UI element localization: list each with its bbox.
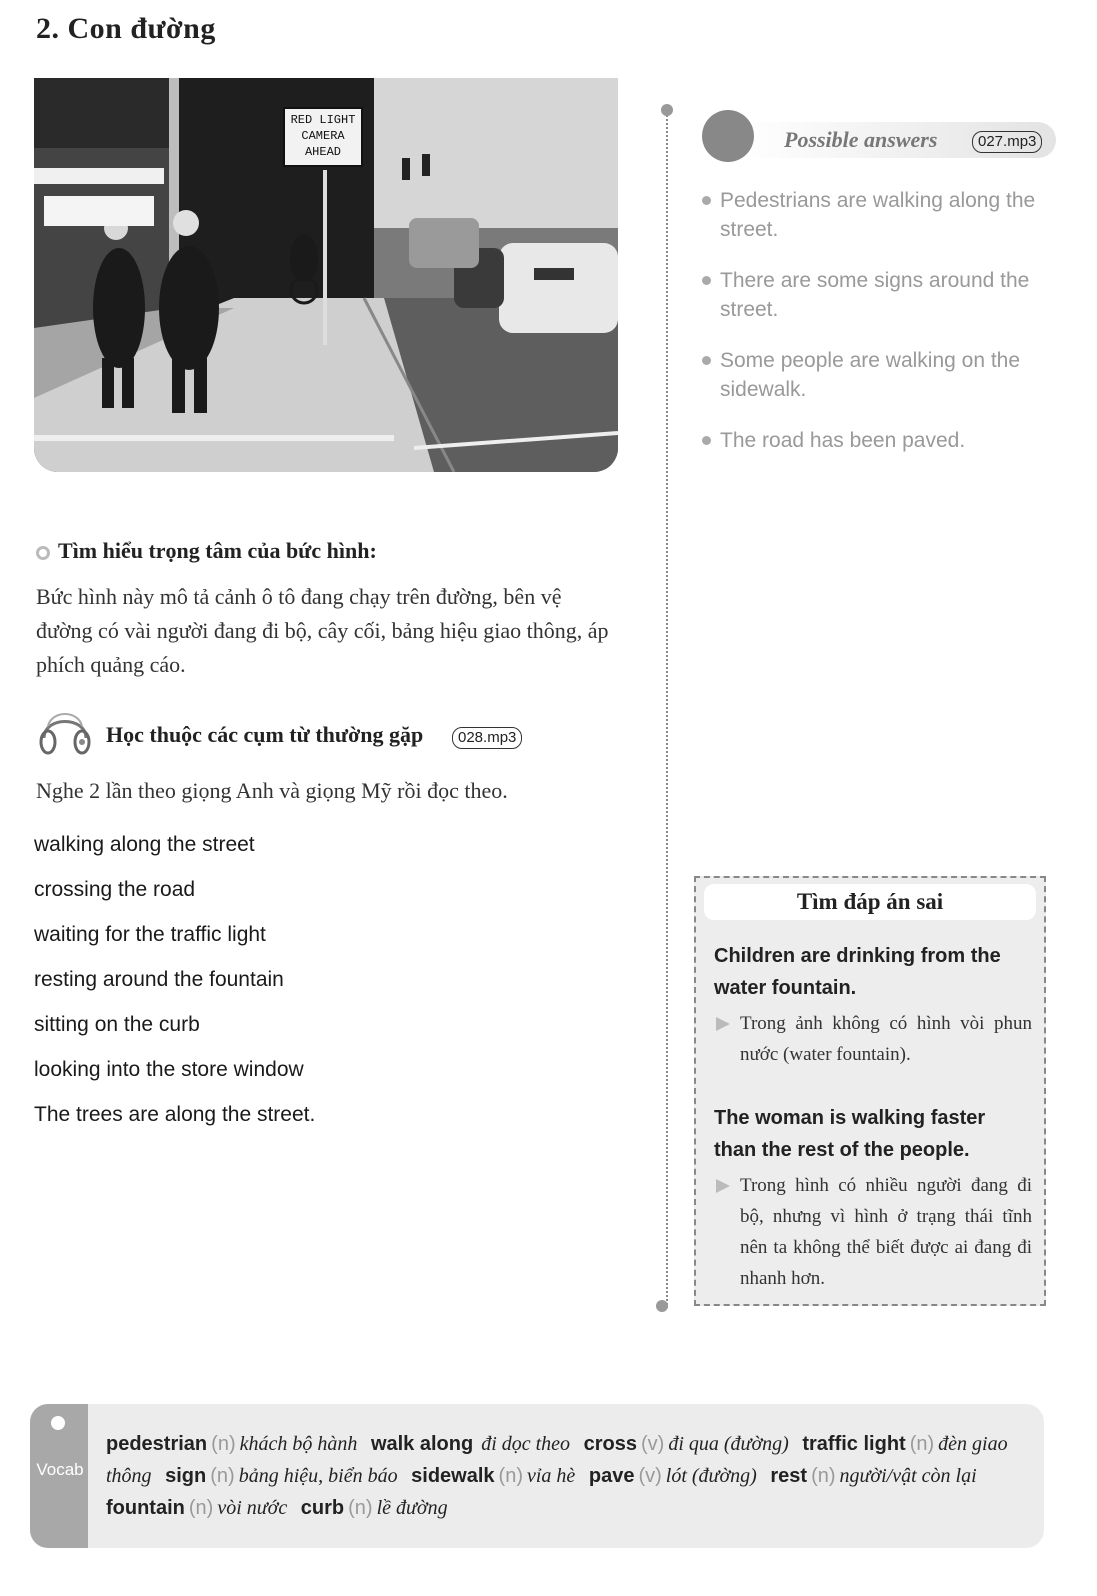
circle-bullet-icon: [36, 546, 50, 560]
vocab-word: sidewalk: [411, 1465, 495, 1487]
vocab-meaning: vòi nước: [217, 1497, 288, 1519]
audio-file-tag[interactable]: 028.mp3: [452, 727, 522, 749]
vocab-pos: (n): [909, 1433, 935, 1455]
answer-item: The road has been paved.: [700, 426, 1060, 455]
vocab-word: fountain: [106, 1497, 185, 1519]
street-photo: [34, 78, 618, 472]
vocab-meaning: bảng hiệu, biển báo: [238, 1465, 398, 1487]
vocab-meaning: lề đường: [376, 1497, 448, 1519]
column-divider: [666, 112, 668, 1308]
vocab-dot-icon: [51, 1416, 65, 1430]
audio-file-tag[interactable]: 027.mp3: [972, 131, 1042, 153]
wrong-explanation-text: Trong hình có nhiều người đang đi bộ, nhưng vì hình ở trạng thái tĩnh nên ta không thể biết được ai đang đi nhanh hơn.: [740, 1175, 1032, 1289]
vocab-meaning: vỉa hè: [526, 1465, 576, 1487]
answers-banner: [700, 110, 1056, 168]
vocab-meaning: người/vật còn lại: [839, 1465, 977, 1487]
vocab-entry: [301, 1497, 456, 1519]
vocab-box: [30, 1404, 1044, 1548]
phrase-item: resting around the fountain: [34, 968, 284, 991]
wrong-answer-title: Tìm đáp án sai: [704, 884, 1036, 920]
wrong-answer-item: [714, 940, 1032, 1070]
focus-heading-text: Tìm hiểu trọng tâm của bức hình:: [58, 538, 377, 563]
arrow-right-icon: [716, 1017, 730, 1031]
vocab-meaning: đèn giao thông: [106, 1433, 1008, 1487]
sign-line: RED LIGHT: [290, 113, 356, 127]
vocab-pos: (n): [211, 1433, 236, 1455]
traffic-sign: [287, 112, 359, 160]
vocab-entry: [106, 1497, 295, 1519]
phrase-item: walking along the street: [34, 833, 255, 856]
wrong-statement: The woman is walking faster than the rest of the people.: [714, 1107, 986, 1161]
vocab-word: walk along: [370, 1433, 474, 1455]
vocab-pos: (n): [498, 1465, 523, 1487]
phrase-item: waiting for the traffic light: [34, 923, 266, 946]
wrong-answer-item: [714, 1102, 1032, 1294]
vocab-word: rest: [770, 1465, 808, 1487]
answer-item: Some people are walking on the sidewalk.: [700, 346, 1060, 404]
arrow-right-icon: [716, 1179, 730, 1193]
section-title: 2. Con đường: [36, 12, 216, 45]
wrong-answer-box: [694, 876, 1046, 1306]
wrong-statement: Children are drinking from the water fountain.: [714, 945, 1001, 999]
vocab-sidebar: [30, 1404, 88, 1548]
answers-title: Possible answers: [784, 127, 938, 152]
focus-description: Bức hình này mô tả cảnh ô tô đang chạy trên đường, bên vệ đường có vài người đang đi bộ, cây cối, bảng hiệu giao thông, áp phích quảng cáo.: [36, 584, 609, 677]
divider-dot-icon: [661, 104, 673, 116]
phrase-item: sitting on the curb: [34, 1013, 200, 1036]
vocab-pos: (n): [210, 1465, 235, 1487]
vocab-entry: [371, 1433, 578, 1455]
wrong-explanation: [714, 1008, 1032, 1070]
vocab-pos: (n): [811, 1465, 836, 1487]
vocab-entry: [770, 1465, 984, 1487]
vocab-meaning: đi dọc theo: [481, 1433, 571, 1455]
vocab-label: Vocab: [36, 1460, 84, 1479]
vocab-word: pave: [588, 1465, 635, 1487]
vocab-meaning: lót (đường): [665, 1465, 757, 1487]
vocab-pos: (n): [188, 1497, 214, 1519]
vocab-word: curb: [300, 1497, 345, 1519]
vocab-word: cross: [583, 1433, 637, 1455]
phrase-item: looking into the store window: [34, 1058, 304, 1081]
vocab-word: traffic light: [802, 1433, 906, 1455]
phrase-list: [34, 830, 315, 1145]
vocab-entry: [106, 1433, 365, 1455]
answer-item: There are some signs around the street.: [700, 266, 1060, 324]
vocab-pos: (v): [641, 1433, 665, 1455]
speaker-face-icon: [702, 110, 754, 162]
phrase-item: The trees are along the street.: [34, 1103, 316, 1126]
vocab-entry: [584, 1433, 797, 1455]
phrases-heading: Học thuộc các cụm từ thường gặp: [106, 722, 424, 747]
answer-item: Pedestrians are walking along the street.: [700, 186, 1060, 244]
phrases-instruction: Nghe 2 lần theo giọng Anh và giọng Mỹ rồi đọc theo.: [36, 778, 508, 803]
sign-line: AHEAD: [304, 145, 341, 159]
vocab-content: [106, 1428, 1026, 1524]
vocab-pos: (n): [348, 1497, 373, 1519]
focus-heading: [36, 538, 377, 564]
vocab-meaning: khách bộ hành: [239, 1433, 358, 1455]
phrase-item: crossing the road: [34, 878, 196, 901]
vocab-entry: [411, 1465, 583, 1487]
headphones-icon: [36, 702, 94, 760]
wrong-explanation-text: Trong ảnh không có hình vòi phun nước (water fountain).: [740, 1013, 1032, 1065]
vocab-entry: [589, 1465, 765, 1487]
answers-list: [700, 186, 1060, 477]
vocab-word: sign: [165, 1465, 207, 1487]
vocab-entry: [165, 1465, 405, 1487]
vocab-word: pedestrian: [106, 1433, 208, 1455]
wrong-explanation: [714, 1170, 1032, 1294]
divider-dot-icon: [656, 1300, 668, 1312]
sign-line: CAMERA: [301, 129, 345, 143]
vocab-meaning: đi qua (đường): [668, 1433, 789, 1455]
vocab-pos: (v): [638, 1465, 662, 1487]
